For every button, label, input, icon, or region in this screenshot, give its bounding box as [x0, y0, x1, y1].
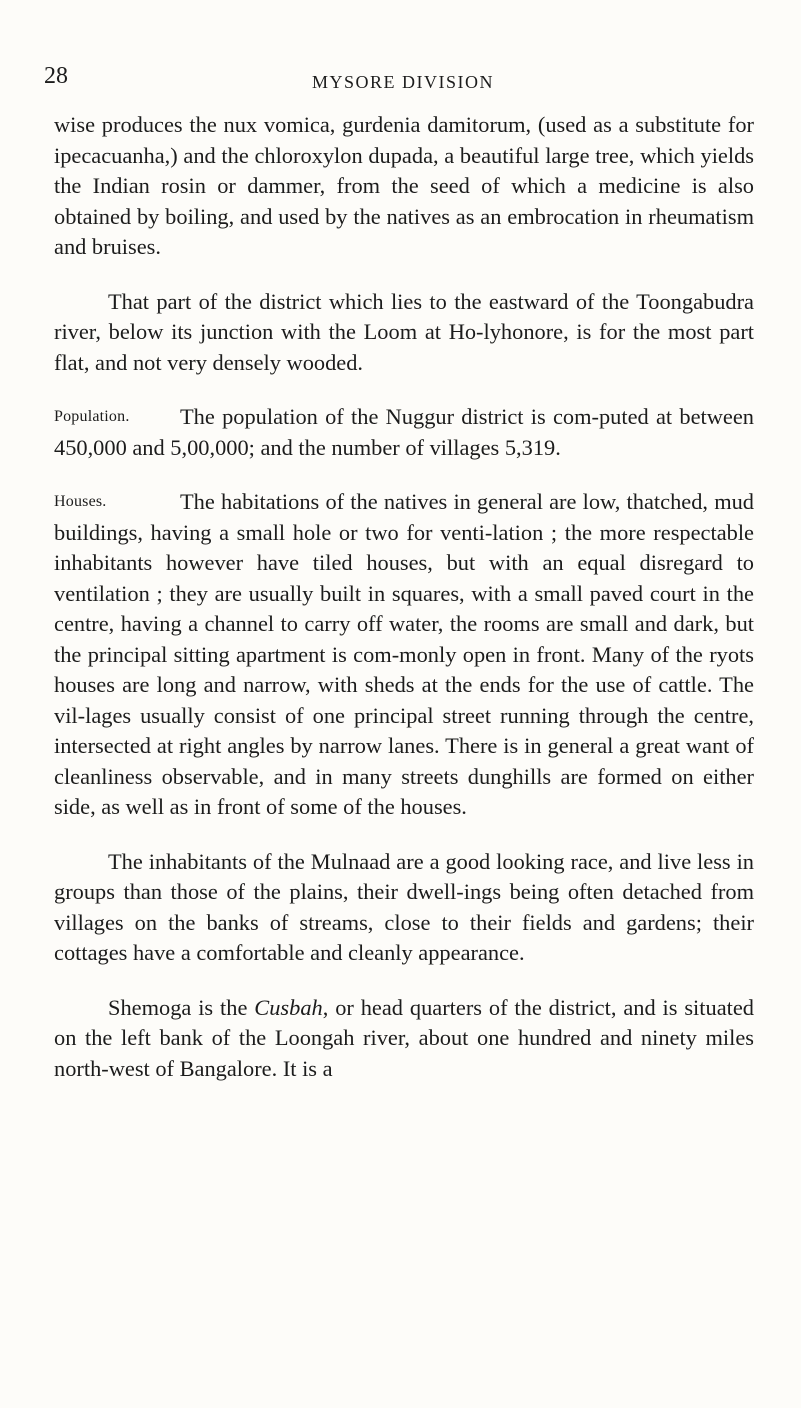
sidenote-houses: Houses.	[54, 493, 107, 510]
paragraph-population	[54, 402, 754, 463]
paragraph-text: The habitations of the natives in general are low, thatched, mud buildings, having a small hole or two for venti-lation ; the more respectable inhabitants however have tiled houses, but with an equal disregard to ventilation ; they are usually built in squares, with a small paved court in the centre, having a channel to carry off water, the rooms are small and dark, but the principal sitting apartment is com-monly open in front. Many of the ryots houses are long and narrow, with sheds at the ends for the use of cattle. The vil-lages usually consist of one principal street running through the centre, intersected at right angles by narrow lanes. There is in general a great want of cleanliness observable, and in many streets dunghills are formed on either side, as well as in front of some of the houses.	[54, 489, 754, 819]
paragraph-text: The population of the Nuggur district is com-puted at between 450,000 and 5,00,000; and the number of villages 5,319.	[54, 404, 754, 460]
sidenote-population: Population.	[54, 408, 130, 425]
paragraph-houses	[54, 487, 754, 823]
paragraph-continued	[54, 110, 754, 263]
paragraph-text: wise produces the nux vomica, gurdenia damitorum, (used as a substitute for ipecacuanha,) and the chloroxylon dupada, a beautiful large tree, which yields the Indian rosin or dammer, from the seed of which a medicine is also obtained by boiling, and used by the natives as an embrocation in rheumatism and bruises.	[54, 112, 754, 259]
page-number: 28	[44, 63, 68, 89]
paragraph-text: The inhabitants of the Mulnaad are a good looking race, and live less in groups than those of the plains, their dwell-ings being often detached from villages on the banks of streams, close to their fields and gardens; their cottages have a comfortable and cleanly appearance.	[54, 848, 754, 965]
body-text	[54, 110, 754, 1084]
italic-term: Cusbah	[254, 994, 323, 1020]
paragraph-text-start: Shemoga is the	[108, 994, 255, 1020]
paragraph-shemoga	[54, 993, 754, 1085]
paragraph-text-end: , or head quarters of the district, and is situated on the left bank of the Loongah river, about one hundred and ninety miles north-west of Bangalore. It is a	[54, 994, 754, 1081]
paragraph-eastward-district	[54, 287, 754, 379]
paragraph-text: That part of the district which lies to the eastward of the Toongabudra river, below its junction with the Loom at Ho-lyhonore, is for the most part flat, and not very densely wooded.	[54, 288, 754, 375]
paragraph-mulnaad-inhabitants	[54, 847, 754, 969]
running-head: MYSORE DIVISION	[312, 72, 495, 92]
